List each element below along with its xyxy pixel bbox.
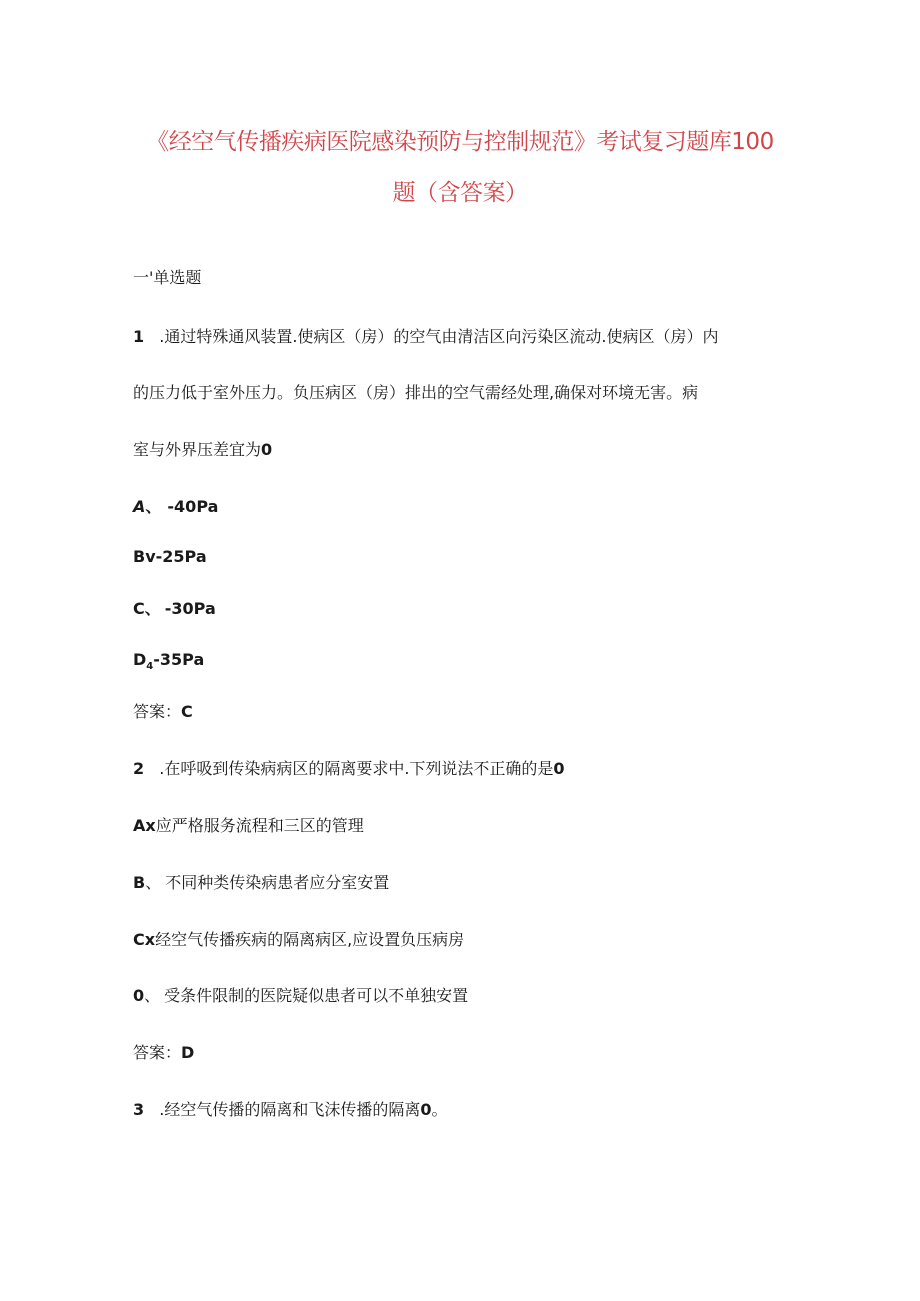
option-separator: 、 (145, 497, 162, 516)
question-2-answer (133, 1043, 194, 1063)
option-prefix: Ax (133, 816, 156, 835)
question-stem-text: .通过特殊通风装置.使病区（房）的空气由清洁区向污染区流动.使病区（房）内 (159, 327, 719, 346)
question-2-stem-line1 (133, 759, 565, 779)
option-prefix: Bv (133, 547, 156, 566)
option-c (133, 930, 464, 950)
question-stem-end: 。 (431, 1100, 448, 1119)
question-stem-text: .经空气传播的隔离和飞沫传播的隔离 (159, 1100, 421, 1119)
option-text: -30Pa (164, 599, 216, 618)
option-separator: 、 (144, 599, 161, 618)
option-prefix: 0 (133, 986, 145, 1005)
option-separator: 、 (145, 873, 162, 892)
question-number: 3 (133, 1100, 145, 1119)
option-text: -25Pa (155, 547, 207, 566)
answer-blank: 0 (261, 440, 273, 459)
question-number: 1 (133, 327, 145, 346)
answer-value: D (181, 1043, 195, 1062)
answer-label: 答案： (133, 1043, 182, 1062)
document-title-line1: 《经空气传播疾病医院感染预防与控制规范》考试复习题库100 (146, 129, 774, 155)
question-number: 2 (133, 759, 145, 778)
answer-blank: 0 (420, 1100, 432, 1119)
option-prefix: Cx (133, 930, 156, 949)
option-a (133, 497, 218, 517)
question-1-answer (133, 702, 193, 722)
option-text: -35Pa (153, 650, 205, 669)
document-title-line2: 题（含答案） (392, 180, 528, 206)
option-text: 经空气传播疾病的隔离病区,应设置负压病房 (155, 930, 465, 949)
option-c (133, 599, 216, 619)
option-d (133, 986, 468, 1006)
answer-value: C (181, 702, 193, 721)
question-stem-text: .在呼吸到传染病病区的隔离要求中.下列说法不正确的是 (159, 759, 554, 778)
question-1-stem-line1 (133, 327, 719, 347)
option-a (133, 816, 364, 836)
question-stem-text: 室与外界压差宜为 (133, 440, 262, 459)
option-text: -40Pa (167, 497, 219, 516)
option-prefix: D (133, 650, 147, 669)
option-prefix: B (133, 873, 146, 892)
question-1-stem-line3 (133, 440, 272, 460)
answer-blank: 0 (553, 759, 565, 778)
option-b (133, 873, 389, 893)
question-3-stem-line1 (133, 1100, 447, 1120)
question-1-stem-line2: 的压力低于室外压力。负压病区（房）排出的空气需经处理,确保对环境无害。病 (133, 383, 699, 402)
answer-label: 答案： (133, 702, 182, 721)
option-text: 受条件限制的医院疑似患者可以不单独安置 (164, 986, 469, 1005)
option-b (133, 547, 207, 567)
option-text: 应严格服务流程和三区的管理 (155, 816, 364, 835)
option-prefix: A (133, 497, 146, 516)
option-prefix: C (133, 599, 145, 618)
option-separator: 4 (146, 661, 154, 673)
option-text: 不同种类传染病患者应分室安置 (165, 873, 390, 892)
section-heading: 一'单选题 (133, 268, 202, 287)
option-d (133, 650, 204, 677)
option-separator: 、 (144, 986, 161, 1005)
